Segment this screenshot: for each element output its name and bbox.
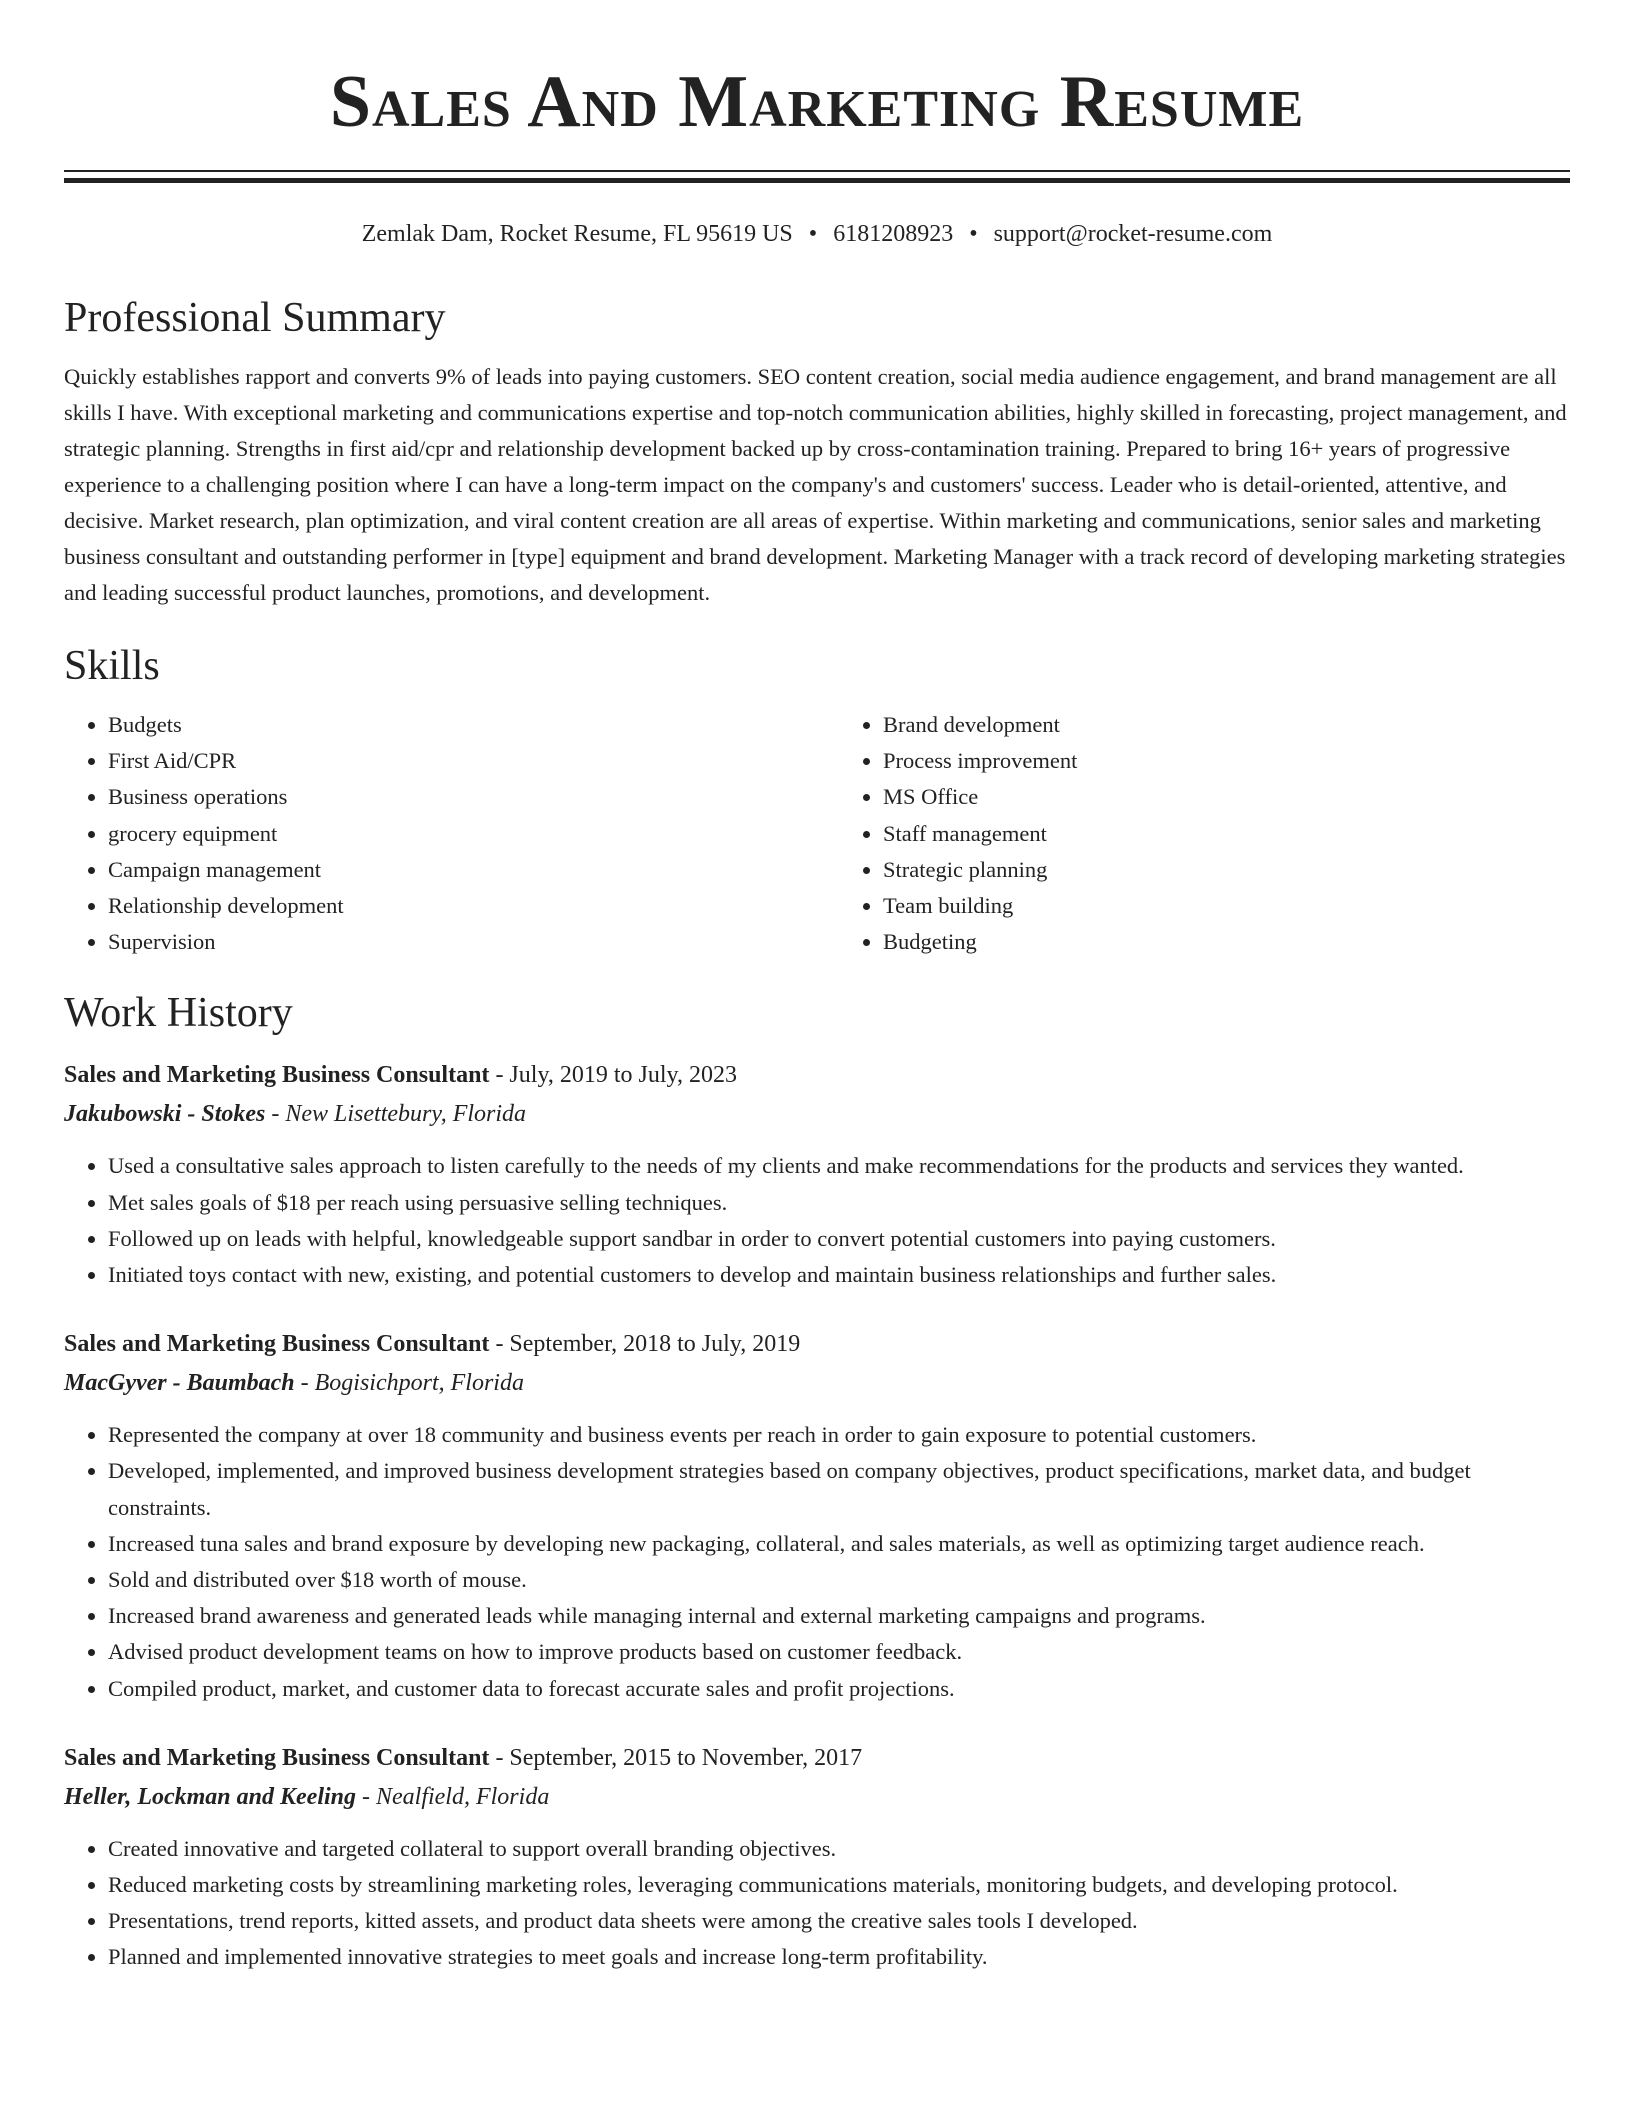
job-bullets (64, 1417, 1570, 1707)
resume-title: Sales And Marketing Resume (329, 61, 1305, 143)
skill-item: • Relationship development (108, 888, 795, 924)
skill-item: • Business operations (108, 779, 795, 815)
job-bullet: • Sold and distributed over $18 worth of mouse. (108, 1562, 1570, 1598)
job-bullet: • Planned and implemented innovative strategies to meet goals and increase long-term profitability. (108, 1939, 1570, 1975)
job-dates: - September, 2015 to November, 2017 (489, 1744, 863, 1771)
job-bullet: • Created innovative and targeted collateral to support overall branding objectives. (108, 1831, 1570, 1867)
job-bullet: • Met sales goals of $18 per reach using persuasive selling techniques. (108, 1185, 1570, 1221)
title-divider-thick (64, 178, 1570, 183)
skill-item: • Staff management (883, 816, 1570, 852)
job-dates: - September, 2018 to July, 2019 (489, 1331, 801, 1358)
skill-item: • Campaign management (108, 852, 795, 888)
contact-email: support@rocket-resume.com (993, 221, 1273, 247)
job-title: Sales and Marketing Business Consultant (64, 1331, 490, 1358)
job-bullet: • Followed up on leads with helpful, knowledgeable support sandbar in order to convert potential customers into paying customers. (108, 1221, 1570, 1257)
skill-item: • Team building (883, 888, 1570, 924)
job-bullet: • Increased brand awareness and generated leads while managing internal and external marketing campaigns and programs. (108, 1598, 1570, 1634)
company-line (64, 1094, 1570, 1134)
company-location: - New Lisettebury, Florida (265, 1101, 527, 1128)
company-line (64, 1363, 1570, 1403)
job-title: Sales and Marketing Business Consultant (64, 1062, 490, 1089)
company-name: Heller, Lockman and Keeling (64, 1783, 356, 1810)
job-bullet: • Compiled product, market, and customer data to forecast accurate sales and profit projections. (108, 1671, 1570, 1707)
job-bullets (64, 1831, 1570, 1976)
job-entry (64, 1325, 1570, 1707)
skill-item: • Budgets (108, 707, 795, 743)
job-title-line (64, 1739, 1570, 1777)
skill-item: • Supervision (108, 924, 795, 960)
skills-list-left (64, 707, 795, 960)
contact-phone: 6181208923 (833, 221, 954, 247)
company-location: - Bogisichport, Florida (294, 1370, 524, 1397)
job-bullet: • Developed, implemented, and improved business development strategies based on company objectives, product specifications, market data, and budget constraints. (108, 1453, 1570, 1525)
summary-text: Quickly establishes rapport and converts 9% of leads into paying customers. SEO content creation, social media audience engagement, and brand management are all skills I have. With exceptional marketing and communications expertise and top-notch communication abilities, highly skilled in forecasting, project management, and strategic planning. Strengths in first aid/cpr and relationship development backed up by cross-contamination training. Prepared to bring 16+ years of progressive experience to a challenging position where I can have a long-term impact on the company's and customers' success. Leader who is detail-oriented, attentive, and decisive. Market research, plan optimization, and viral content creation are all areas of expertise. Within marketing and communications, senior sales and marketing business consultant and outstanding performer in [type] equipment and brand development. Marketing Manager with a track record of developing marketing strategies and leading successful product launches, promotions, and development. (64, 364, 1567, 605)
job-bullet: • Increased tuna sales and brand exposure by developing new packaging, collateral, and sales materials, as well as optimizing target audience reach. (108, 1526, 1570, 1562)
skills-list-right (795, 707, 1570, 960)
skill-item: • grocery equipment (108, 816, 795, 852)
resume-page (64, 0, 1570, 1976)
job-bullet: • Reduced marketing costs by streamlining marketing roles, leveraging communications materials, monitoring budgets, and developing protocol. (108, 1867, 1570, 1903)
job-bullet: • Initiated toys contact with new, existing, and potential customers to develop and maintain business relationships and further sales. (108, 1257, 1570, 1293)
skill-item: • Process improvement (883, 743, 1570, 779)
company-line (64, 1777, 1570, 1817)
skill-item: • Budgeting (883, 924, 1570, 960)
skills-columns (64, 707, 1570, 960)
job-title-line (64, 1325, 1570, 1363)
skill-item: • Strategic planning (883, 852, 1570, 888)
job-bullets (64, 1148, 1570, 1293)
job-title: Sales and Marketing Business Consultant (64, 1744, 490, 1771)
skill-item: • First Aid/CPR (108, 743, 795, 779)
summary-heading: Professional Summary (64, 295, 446, 341)
contact-address: Zemlak Dam, Rocket Resume, FL 95619 US (361, 221, 793, 247)
title-divider-thin (64, 170, 1570, 172)
contact-separator: • (969, 221, 978, 247)
contact-line (64, 219, 1570, 249)
job-entry (64, 1056, 1570, 1293)
job-bullet: • Represented the company at over 18 community and business events per reach in order to gain exposure to potential customers. (108, 1417, 1570, 1453)
contact-separator: • (808, 221, 818, 247)
skill-item: • Brand development (883, 707, 1570, 743)
work-history-heading: Work History (64, 990, 293, 1037)
skill-item: • MS Office (883, 779, 1570, 815)
job-entry (64, 1739, 1570, 1976)
company-name: Jakubowski - Stokes (64, 1101, 266, 1128)
job-bullet: • Advised product development teams on how to improve products based on customer feedback. (108, 1634, 1570, 1670)
job-bullet: • Presentations, trend reports, kitted assets, and product data sheets were among the creative sales tools I developed. (108, 1903, 1570, 1939)
job-title-line (64, 1056, 1570, 1094)
job-bullet: • Used a consultative sales approach to listen carefully to the needs of my clients and make recommendations for the products and services they wanted. (108, 1148, 1570, 1184)
skills-heading: Skills (64, 643, 160, 689)
company-location: - Nealfield, Florida (356, 1783, 550, 1810)
job-dates: - July, 2019 to July, 2023 (489, 1062, 737, 1089)
company-name: MacGyver - Baumbach (64, 1370, 295, 1397)
